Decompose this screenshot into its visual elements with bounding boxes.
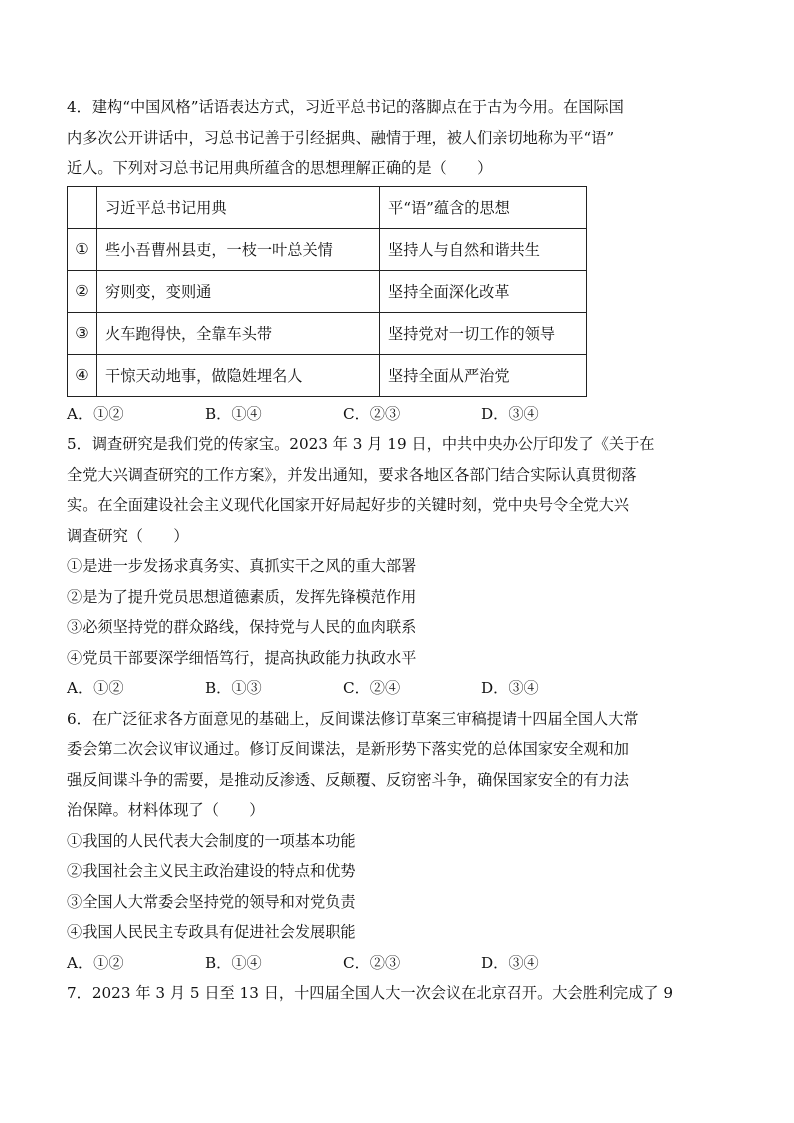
q4-options — [67, 399, 727, 430]
table-cell-number: ① — [68, 228, 97, 270]
q4-stem-line: 内多次公开讲话中，习总书记善于引经据典、融情于理，被人们亲切地称为平“语” — [67, 128, 615, 147]
q6-statement: ①我国的人民代表大会制度的一项基本功能 — [67, 831, 356, 850]
table-cell-quote: 穷则变，变则通 — [97, 270, 380, 312]
q5-statement: ①是进一步发扬求真务实、真抓实干之风的重大部署 — [67, 557, 417, 575]
table-cell-number: ③ — [68, 312, 97, 354]
table-cell-thought: 坚持人与自然和谐共生 — [380, 228, 587, 270]
table-header-cell — [68, 186, 97, 228]
option-a[interactable]: A．①② — [67, 953, 124, 972]
q5-stem-line: 5．调查研究是我们党的传家宝。2023 年 3 月 19 日，中共中央办公厅印发了《关于在 — [67, 435, 655, 453]
option-b[interactable]: B．①④ — [205, 953, 262, 972]
table-cell-thought: 坚持全面从严治党 — [380, 354, 587, 396]
q5-stem-line: 全党大兴调查研究的工作方案》，并发出通知，要求各地区各部门结合实际认真贯彻落 — [67, 465, 637, 484]
table-header-row — [68, 186, 587, 228]
table-header-cell: 平“语”蕴含的思想 — [380, 186, 587, 228]
q5-statement: ④党员干部要深学细悟笃行，提高执政能力执政水平 — [67, 648, 417, 667]
table-cell-thought: 坚持全面深化改革 — [380, 270, 587, 312]
option-a[interactable]: A．①② — [67, 679, 124, 697]
q6-stem-line: 治保障。材料体现了（ ） — [67, 801, 265, 819]
q4-quote-table — [67, 186, 587, 397]
table-cell-number: ② — [68, 270, 97, 312]
table-cell-quote: 干惊天动地事，做隐姓埋名人 — [97, 354, 380, 396]
table-row — [68, 228, 587, 270]
option-c[interactable]: C．②④ — [343, 679, 401, 697]
q5-stem-line: 调查研究（ ） — [67, 526, 189, 545]
question-7 — [67, 978, 727, 1009]
option-c[interactable]: C．②③ — [343, 404, 401, 423]
q6-statement: ②我国社会主义民主政治建设的特点和优势 — [67, 862, 356, 880]
table-cell-thought: 坚持党对一切工作的领导 — [380, 312, 587, 354]
q5-statement: ②是为了提升党员思想道德素质，发挥先锋模范作用 — [67, 587, 417, 606]
table-header-cell: 习近平总书记用典 — [97, 186, 380, 228]
option-d[interactable]: D．③④ — [481, 953, 539, 972]
q5-stem-line: 实。在全面建设社会主义现代化国家开好局起好步的关键时刻，党中央号令全党大兴 — [67, 496, 629, 514]
table-cell-quote: 火车跑得快，全靠车头带 — [97, 312, 380, 354]
q6-options — [67, 948, 727, 979]
q6-statement: ④我国人民民主专政具有促进社会发展职能 — [67, 923, 356, 941]
q4-stem-line: 近人。下列对习总书记用典所蕴含的思想理解正确的是（ ） — [67, 159, 493, 177]
table-cell-quote: 些小吾曹州县吏，一枝一叶总关情 — [97, 228, 380, 270]
question-4 — [67, 92, 727, 429]
question-6 — [67, 704, 727, 979]
table-cell-number: ④ — [68, 354, 97, 396]
table-row — [68, 354, 587, 396]
option-a[interactable]: A．①② — [67, 404, 124, 423]
option-b[interactable]: B．①③ — [205, 679, 262, 697]
q4-stem-line: 4．建构“中国风格”话语表达方式，习近平总书记的落脚点在于古为今用。在国际国 — [67, 98, 624, 116]
q6-stem-line: 委会第二次会议审议通过。修订反间谍法，是新形势下落实党的总体国家安全观和加 — [67, 740, 629, 758]
table-row — [68, 312, 587, 354]
q6-statement: ③全国人大常委会坚持党的领导和对党负责 — [67, 892, 356, 911]
q5-options — [67, 673, 727, 704]
option-d[interactable]: D．③④ — [481, 679, 539, 697]
q6-stem-line: 6．在广泛征求各方面意见的基础上，反间谍法修订草案三审稿提请十四届全国人大常 — [67, 709, 639, 728]
option-b[interactable]: B．①④ — [205, 404, 262, 423]
option-d[interactable]: D．③④ — [481, 404, 539, 423]
option-c[interactable]: C．②③ — [343, 953, 401, 972]
question-5 — [67, 429, 727, 704]
table-row — [68, 270, 587, 312]
document-page — [67, 92, 727, 1009]
q6-stem-line: 强反间谍斗争的需要，是推动反渗透、反颠覆、反窃密斗争，确保国家安全的有力法 — [67, 770, 629, 789]
q5-statement: ③必须坚持党的群众路线，保持党与人民的血肉联系 — [67, 618, 417, 636]
q7-stem-line: 7．2023 年 3 月 5 日至 13 日，十四届全国人大一次会议在北京召开。大会胜利完成了 9 — [67, 984, 674, 1002]
